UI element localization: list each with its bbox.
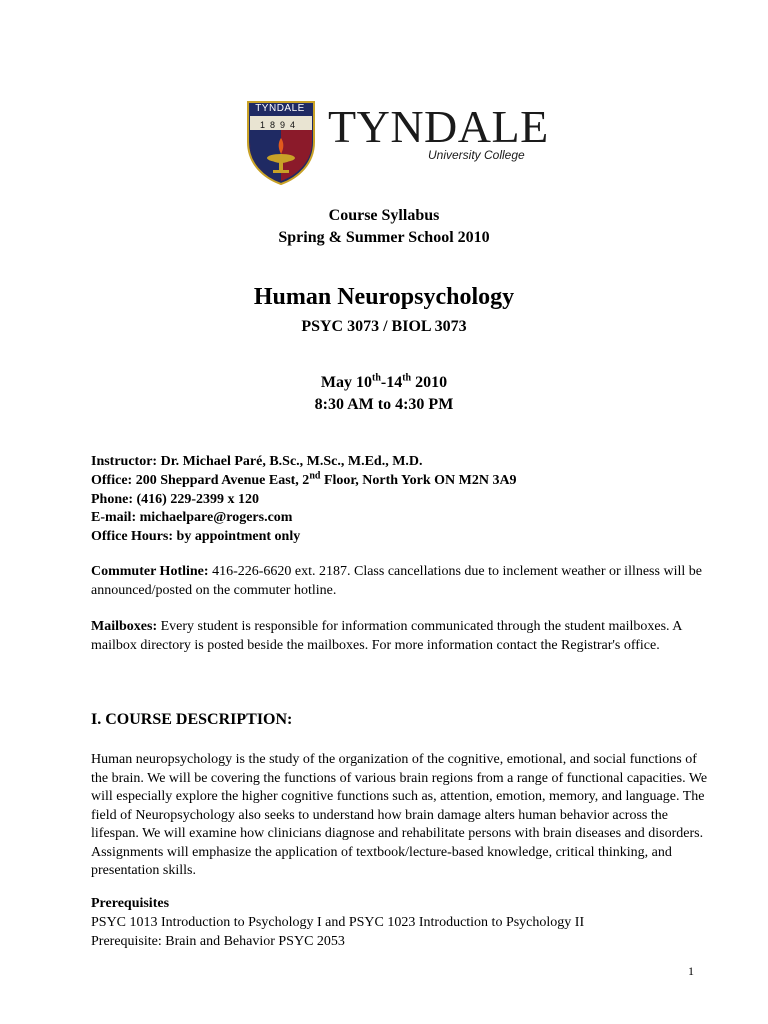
course-description-heading: I. COURSE DESCRIPTION: [91,711,293,728]
office-hours-line: Office Hours: by appointment only [91,529,301,545]
commuter-label: Commuter Hotline: [91,564,209,579]
logo-subwordmark: University College [428,148,525,162]
crest-label: TYNDALE [255,103,305,114]
commuter-text: 416-226-6620 ext. 2187. Class cancellations due to inclement weather or illness will be announced/posted on the commuter hotline. [91,564,702,598]
prerequisites-heading: Prerequisites [91,896,170,911]
office-line [91,472,711,491]
course-description-body: Human neuropsychology is the study of the organization of the cognitive, emotional, and social functions of the brain. We will be covering the functions of various brain regions from a range of functional capacities. We will especially explore the higher cognitive functions such as, attention, emotion, memory, and language. The field of Neuropsychology also seeks to understand how brain damage alters human behavior across the lifespan. We will examine how clinicians diagnose and rehabilitate persons with brain diseases and disorders. Assignments will emphasize the application of textbook/lecture-based knowledge, critical thinking, and presentation skills. [91,752,708,878]
crest-year: 1894 [259,120,301,130]
mailboxes-paragraph [91,618,711,655]
office-part: Floor, North York ON M2N 3A9 [320,472,517,488]
commuter-hotline-paragraph [91,563,711,600]
email-line: E-mail: michaelpare@rogers.com [91,510,293,526]
dates-part: -14 [380,374,403,391]
tyndale-logo [246,100,549,190]
course-code: PSYC 3073 / BIOL 3073 [301,318,467,335]
mailboxes-text: Every student is responsible for information communicated through the student mailboxes. A mailbox directory is posted beside the mailboxes. For more information contact the Registrar's office. [91,619,682,653]
course-times: 8:30 AM to 4:30 PM [314,396,454,413]
logo-wordmark: TYNDALE [328,101,549,152]
dates-part: May 10 [320,374,372,391]
dates-part: 2010 [411,374,448,391]
prerequisites-list [91,914,711,951]
phone-line: Phone: (416) 229-2399 x 120 [91,491,259,507]
course-title: Human Neuropsychology [253,284,515,310]
prerequisite-line: PSYC 1013 Introduction to Psychology I and PSYC 1023 Introduction to Psychology II [91,915,585,930]
office-sup: nd [309,470,321,482]
instructor-line: Instructor: Dr. Michael Paré, B.Sc., M.Sc., M.Ed., M.D. [91,454,423,469]
dates-sup: th [371,372,381,384]
dates-sup: th [402,372,412,384]
contact-block [91,453,711,547]
mailboxes-label: Mailboxes: [91,619,158,634]
syllabus-label: Course Syllabus [328,207,440,224]
course-dates [0,374,768,392]
page-number: 1 [688,964,694,978]
office-part: Office: 200 Sheppard Avenue East, 2 [91,472,310,488]
term-label: Spring & Summer School 2010 [278,229,490,246]
prerequisite-line: Prerequisite: Brain and Behavior PSYC 2053 [91,933,345,949]
